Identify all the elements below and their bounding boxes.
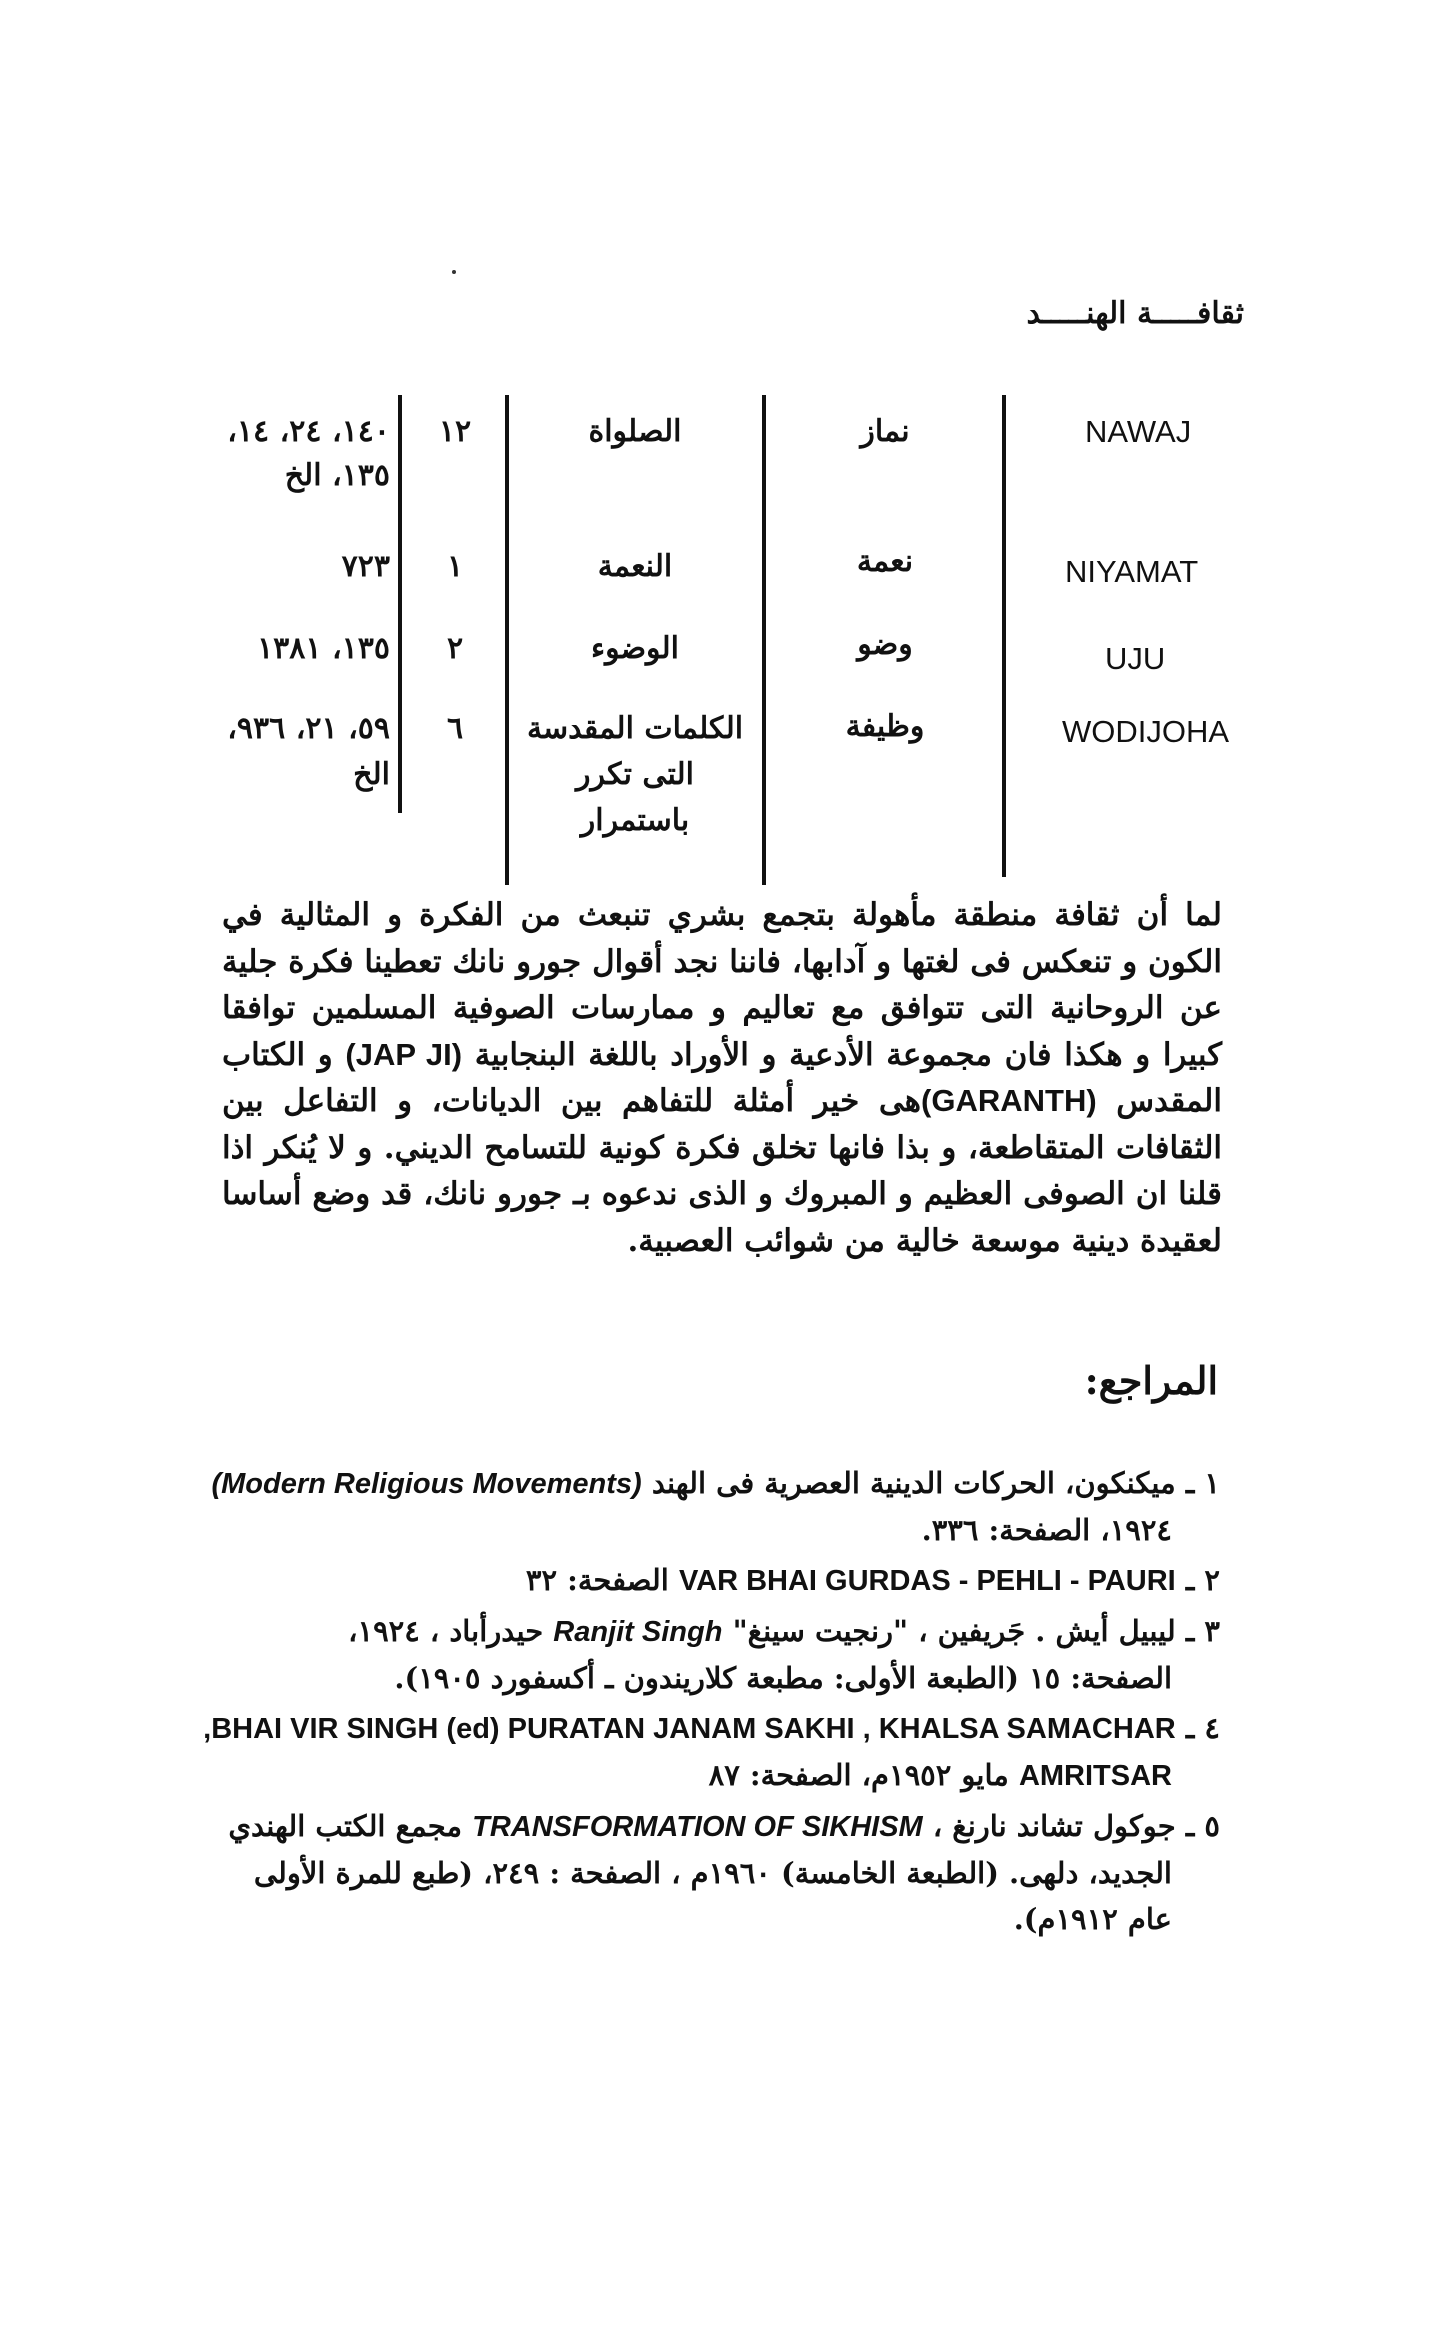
reference-number: ٢ ـ [1185,1563,1220,1597]
reference-item [200,1705,1220,1799]
reference-item [200,1803,1220,1942]
reference-latin: TRANSFORMATION OF SIKHISM [472,1811,923,1843]
reference-latin: AMRITSAR [1018,1760,1172,1792]
reference-text: الصفحة: ٣٢ [525,1563,669,1597]
table-cell-arabic: الصلواة [588,414,682,449]
reference-continuation: ١٩٢٤، الصفحة: ٣٣٦. [921,1513,1172,1547]
table-cell-count: ٦ [446,711,464,746]
table-cell-arabic: الوضوء [590,631,680,666]
reference-item [200,1608,1220,1701]
references-heading: المراجع: [1084,1358,1218,1403]
glossary-table [200,395,1240,885]
reference-latin: BHAI VIR SINGH (ed) PURATAN JANAM SAKHI , KHALSA SAMACHAR, [203,1713,1176,1745]
table-cell-refs: ١٣٥، ١٣٨١ [257,631,390,666]
table-cell-arabic: باستمرار [580,803,690,838]
table-cell-count: ١٢ [438,414,472,449]
paragraph-text: لما أن ثقافة منطقة مأهولة بتجمع بشري تنبعث من الفكرة و المثالية في الكون و تنعكس فى لغتها و آدابها، فاننا نجد أقوال جورو نانك تعطينا فكرة جلية عن الروحانية التى تتوافق مع تعاليم و ممارسات الصوفية المسلمين توافقا كبيرا و هكذا فان مجموعة الأدعية و الأوراد باللغة البنجابية [222,897,1223,1073]
table-cell-refs: ٥٩، ٢١، ٩٣٦، [227,711,390,746]
reference-item [200,1460,1220,1553]
table-divider [1002,395,1006,877]
reference-text: مجمع الكتب الهندي [228,1809,463,1843]
reference-number: ٣ ـ [1185,1614,1220,1648]
reference-continuation: الصفحة: ١٥ (الطبعة الأولى: مطبعة كلاريندون ـ أكسفورد ١٩٠٥). [394,1661,1172,1695]
running-head: ثقافـــــة الهنـــــد [1026,296,1244,331]
table-cell-english: NAWAJ [1085,414,1192,449]
reference-text: ليبيل أيش . جَريفين ، "رنجيت سينغ" [732,1614,1176,1648]
table-cell-arabic: الكلمات المقدسة [526,711,744,746]
body-paragraph [222,892,1222,1264]
table-cell-persian: نعمة [856,544,914,579]
paragraph-text: هى خير أمثلة للتفاهم بين الديانات، و التفاعل بين الثقافات المتقاطعة، و بذا فانها تخلق فكرة كونية للتسامح الديني. و لا يُنكر اذا قلنا ان الصوفى العظيم و المبروك و الذى ندعوه بـ جورو نانك، قد وضع أساسا لعقيدة دينية موسعة خالية من شوائب العصبية. [222,1083,1222,1259]
table-cell-arabic: التى تكرر [576,757,694,792]
reference-text: مايو ١٩٥٢م، الصفحة: ٨٧ [708,1758,1009,1792]
table-cell-refs: ٧٢٣ [341,549,390,584]
table-divider [762,395,766,885]
reference-continuation: الجديد، دلهى. (الطبعة الخامسة) ١٩٦٠م ، الصفحة : ٢٤٩، (طبع للمرة الأولى عام ١٩١٢م). [253,1856,1172,1936]
table-cell-arabic: النعمة [597,549,673,584]
table-cell-persian: وضو [857,627,913,662]
table-cell-count: ٢ [446,631,464,666]
reference-text: جوكول تشاند نارنغ ، [932,1809,1176,1843]
reference-number: ٤ ـ [1185,1711,1220,1745]
reference-number: ١ ـ [1185,1466,1220,1500]
paragraph-latin-term: (GARANTH) [921,1083,1097,1118]
table-cell-refs: الخ [353,757,390,792]
table-divider [505,395,509,885]
table-divider [398,395,402,813]
table-cell-persian: نماز [860,414,910,449]
scan-speck-top [452,270,456,274]
reference-item [200,1557,1220,1604]
reference-number: ٥ ـ [1185,1809,1220,1843]
table-cell-refs: ١٤٠، ٢٤، ١٤، [227,414,390,449]
table-cell-count: ١ [446,549,464,584]
table-cell-english: WODIJOHA [1062,714,1230,749]
paragraph-text: و الكتاب المقدس [222,1036,1222,1119]
table-cell-english: UJU [1105,641,1166,676]
table-cell-refs: ١٣٥، الخ [284,458,390,493]
table-cell-english: NIYAMAT [1065,554,1199,589]
reference-text: ميكنكون، الحركات الدينية العصرية فى الهند [651,1466,1176,1500]
table-cell-persian: وظيفة [845,709,925,744]
reference-latin: Ranjit Singh [553,1616,723,1648]
paragraph-latin-term: (JAP JI) [345,1036,463,1072]
references-list [200,1460,1220,1946]
reference-latin: (Modern Religious Movements) [211,1468,642,1500]
reference-text: حيدرأباد ، ١٩٢٤، [348,1614,544,1648]
reference-latin: VAR BHAI GURDAS - PEHLI - PAURI [678,1565,1176,1597]
reference-continuation [200,1752,1220,1799]
